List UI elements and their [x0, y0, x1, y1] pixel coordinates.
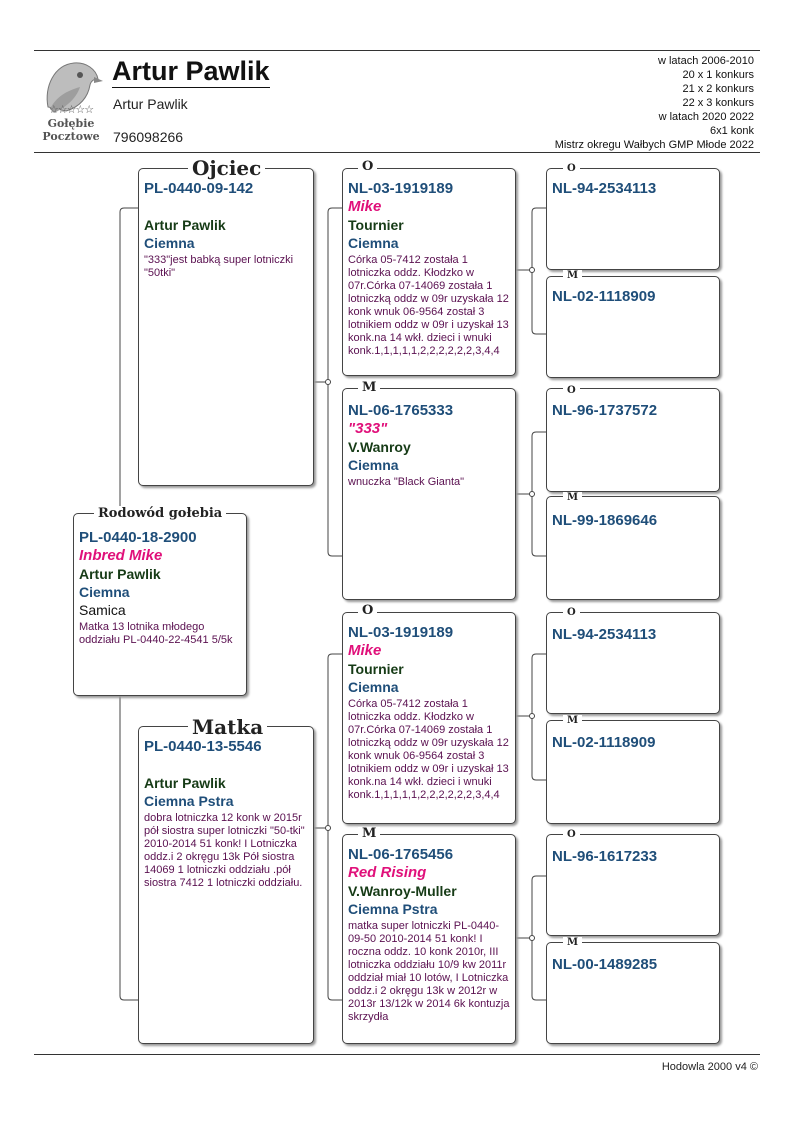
mf-card — [342, 612, 516, 824]
mff-ring: NL-94-2534113 — [552, 626, 657, 643]
mother-ring: PL-0440-13-5546 — [144, 738, 262, 755]
achievement-line: 6x1 konk — [709, 125, 754, 137]
fff-card — [546, 168, 720, 270]
fm-name: "333" — [348, 420, 388, 437]
ff-color: Ciemna — [348, 235, 399, 251]
ffm-card — [546, 276, 720, 378]
ffm-label: M — [563, 270, 582, 281]
owner-name: Artur Pawlik — [113, 96, 188, 112]
father-desc: "333"jest babką super lotniczki "50tki" — [144, 254, 294, 279]
logo-text-top: Gołębie — [47, 117, 95, 130]
mf-name: Mike — [348, 642, 382, 659]
ff-label: O — [358, 160, 377, 174]
achievement-line: w latach 2020 2022 — [658, 111, 754, 123]
father-ring: PL-0440-09-142 — [144, 180, 254, 197]
mm-name: Red Rising — [348, 864, 427, 881]
mother-breeder: Artur Pawlik — [144, 775, 226, 791]
fm-breeder: V.Wanroy — [348, 439, 411, 455]
mmf-label: O — [563, 829, 580, 840]
mfm-ring: NL-02-1118909 — [552, 734, 656, 751]
mf-ring: NL-03-1919189 — [348, 624, 454, 641]
ff-desc: Córka 05-7412 została 1 lotniczka oddz. Kłodzko w 07r.Córka 07-14069 została 1 lotniczką oddz w 09r uzyskała 12 konk wnuk 06-9564 został 3 lotnikiem oddz w 09r i uzyskał 13 konk.na 14 wkł. dzieci i wnuki konk.1,1,1,1,1,2,2,2,2,2,2,3,4,4 — [348, 254, 509, 357]
mm-label: M — [358, 827, 380, 841]
father-breeder: Artur Pawlik — [144, 217, 226, 233]
fff-ring: NL-94-2534113 — [552, 180, 657, 197]
subject-label: Rodowód gołebia — [94, 506, 226, 521]
fm-label: M — [358, 381, 380, 395]
fmf-label: O — [563, 385, 580, 396]
fff-label: O — [563, 163, 580, 174]
mother-card — [138, 726, 314, 1044]
father-card — [138, 168, 314, 486]
phone-number: 796098266 — [113, 129, 184, 145]
subject-card — [73, 513, 247, 696]
mf-breeder: Tournier — [348, 661, 404, 677]
footer-credit: Hodowla 2000 v4 © — [661, 1061, 758, 1073]
achievement-line: Mistrz okregu Wałbych GMP Młode 2022 — [554, 139, 754, 151]
mother-desc: dobra lotniczka 12 konk w 2015r pół siostra super lotniczki "50-tki" 2010-2014 51 konk! I Lotniczka oddz.i 2 okręgu 13k Pół siostra 14069 1 lotniczki oddziału .pół siostra 7412 1 lotniczki oddziału. — [144, 812, 305, 889]
achievement-line: 22 x 3 konkurs — [682, 97, 754, 109]
subject-name: Inbred Mike — [79, 547, 163, 564]
breeder-name: Artur Pawlik — [112, 56, 270, 86]
mff-label: O — [563, 607, 580, 618]
mmm-label: M — [563, 937, 582, 948]
fm-color: Ciemna — [348, 457, 399, 473]
mm-desc: matka super lotniczki PL-0440-09-50 2010-2014 51 konk! I roczna oddz. 10 konk 2010r, III lotniczka oddziału 10/9 kw 2011r oddział miał 10 lotów, I Lotniczka oddz.i 2 okręgu 13k w 2012r w 2013r 13/12k w 2014 6k kontuzja skrzydła — [348, 920, 510, 1023]
mfm-label: M — [563, 715, 582, 726]
fmm-ring: NL-99-1869646 — [552, 512, 658, 529]
achievement-line: 21 x 2 konkurs — [682, 83, 754, 95]
fmf-ring: NL-96-1737572 — [552, 402, 658, 419]
fm-ring: NL-06-1765333 — [348, 402, 454, 419]
fmm-label: M — [563, 492, 582, 503]
mm-ring: NL-06-1765456 — [348, 846, 454, 863]
father-label: Ojciec — [188, 157, 265, 179]
fm-desc: wnuczka "Black Gianta" — [348, 476, 465, 488]
subject-ring: PL-0440-18-2900 — [79, 529, 197, 546]
fm-card — [342, 388, 516, 600]
mmf-ring: NL-96-1617233 — [552, 848, 658, 865]
subject-color: Ciemna — [79, 584, 130, 600]
subject-sex: Samica — [79, 602, 126, 618]
mm-color: Ciemna Pstra — [348, 901, 438, 917]
ff-card — [342, 168, 516, 376]
fmf-card — [546, 388, 720, 492]
mf-color: Ciemna — [348, 679, 399, 695]
mff-card — [546, 612, 720, 714]
father-color: Ciemna — [144, 235, 195, 251]
mother-label: Matka — [188, 716, 267, 738]
mother-color: Ciemna Pstra — [144, 793, 234, 809]
subject-desc: Matka 13 lotnika młodego oddziału PL-0440-22-4541 5/5k — [79, 621, 233, 646]
mmm-ring: NL-00-1489285 — [552, 956, 658, 973]
mmf-card — [546, 834, 720, 936]
achievement-line: w latach 2006-2010 — [657, 55, 754, 67]
achievement-line: 20 x 1 konkurs — [682, 69, 754, 81]
fmm-card — [546, 496, 720, 600]
mf-label: O — [358, 604, 377, 618]
mf-desc: Córka 05-7412 została 1 lotniczka oddz. Kłodzko w 07r.Córka 07-14069 została 1 lotniczką oddz w 09r uzyskała 12 konk wnuk 06-9564 został 3 lotnikiem oddz w 09r i uzyskał 13 konk.na 14 wkł. dzieci i wnuki konk.1,1,1,1,1,2,2,2,2,2,2,3,4,4 — [348, 698, 509, 801]
logo-stars: ☆☆☆☆☆ — [48, 104, 94, 116]
ff-breeder: Tournier — [348, 217, 404, 233]
footer-rule — [34, 1054, 760, 1055]
mfm-card — [546, 720, 720, 824]
ff-ring: NL-03-1919189 — [348, 180, 454, 197]
mm-breeder: V.Wanroy-Muller — [348, 883, 457, 899]
subject-breeder: Artur Pawlik — [79, 566, 161, 582]
ffm-ring: NL-02-1118909 — [552, 288, 656, 305]
logo-text-bottom: Pocztowe — [42, 130, 100, 143]
ff-name: Mike — [348, 198, 382, 215]
mmm-card — [546, 942, 720, 1044]
mm-card — [342, 834, 516, 1044]
